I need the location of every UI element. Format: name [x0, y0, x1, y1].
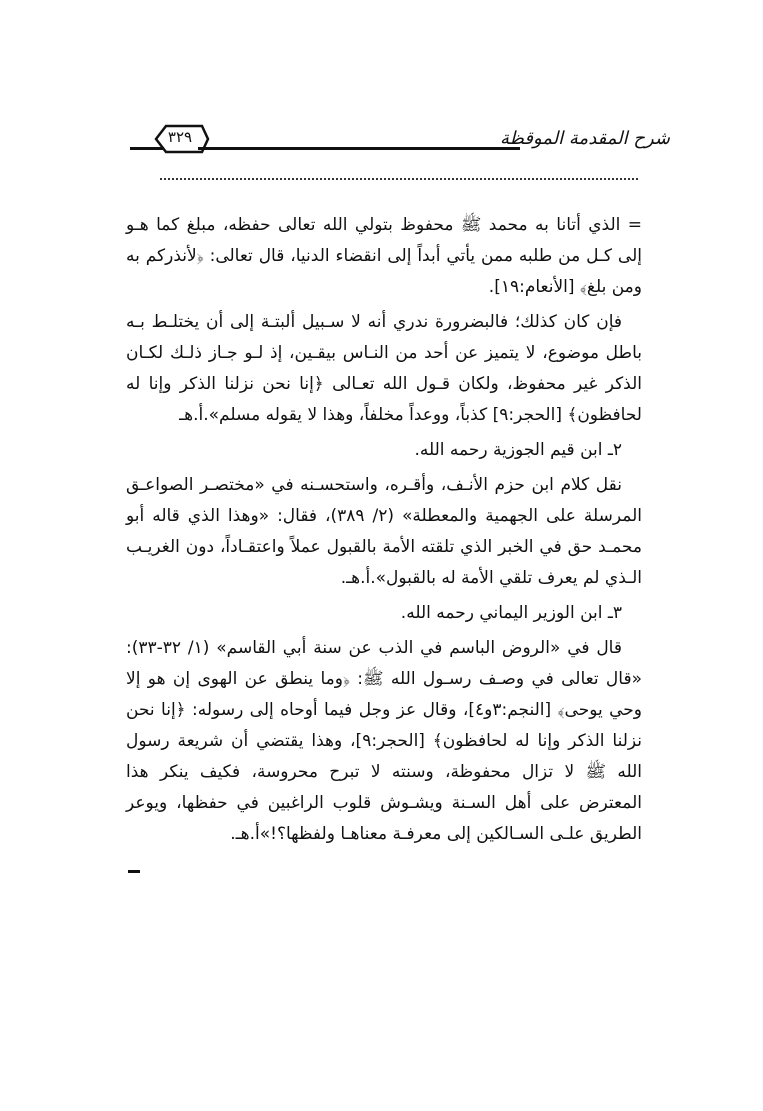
page-body — [126, 210, 642, 854]
paragraph: فإن كان كذلك؛ فالبضرورة ندري أنه لا سـبيل ألبتـة إلى أن يختلـط بـه باطل موضوع، لا يتميز عن أحد من النـاس بيقـين، إذ لـو جـاز ذلـك لكـان الذكر غير محفوظ، ولكان قـول الله تعـالى ﴿إنا نحن نزلنا الذكر وإنا له لحافظون﴾ [الحجر:٩] كذباً، ووعداً مخلفاً، وهذا لا يقوله مسلم».أ.هـ — [126, 312, 642, 425]
paragraph: نقل كلام ابن حزم الأنـف، وأقـره، واستحسـنه في «مختصـر الصواعـق المرسلة على الجهمية والمعطلة» (٢/ ٣٨٩)، فقال: «وهذا الذي قاله أبو محمـد حق في الخبر الذي تلقته الأمة بالقبول عملاً واعتقـاداً، دون الغريـب الـذي لم يعرف تلقي الأمة له بالقبول».أ.هـ. — [126, 475, 642, 588]
paragraph: = الذي أتانا به محمد ﷺ محفوظ بتولي الله تعالى حفظه، مبلغ كما هـو إلى كـل من طلبه ممن يأتي أبداً إلى انقضاء الدنيا، قال تعالى: ﴿لأنذركم به ومن بلغ﴾ [الأنعام:١٩]. — [126, 215, 642, 297]
page-number: ٣٢٩ — [167, 128, 193, 146]
section-heading: ٢ـ ابن قيم الجوزية رحمه الله. — [414, 440, 622, 460]
page-number-badge — [150, 122, 210, 156]
header-rule — [198, 147, 520, 150]
running-header — [130, 112, 670, 162]
section-heading: ٣ـ ابن الوزير اليماني رحمه الله. — [400, 603, 622, 623]
footnote-separator — [128, 870, 140, 873]
paragraph: قال في «الروض الباسم في الذب عن سنة أبي القاسم» (١/ ٣٢-٣٣): «قال تعالى في وصـف رسـول الله ﷺ: ﴿وما ينطق عن الهوى إن هو إلا وحي يوحى﴾ [النجم:٣و٤]، وقال عز وجل فيما أوحاه إلى رسوله: ﴿إنا نحن نزلنا الذكر وإنا له لحافظون﴾ [الحجر:٩]، وهذا يقتضي أن شريعة رسول الله ﷺ لا تزال محفوظة، وسنته لا تبرح محروسة، فكيف ينكر هذا المعترض على أهل السـنة ويشـوش قلوب الراغبين في حفظها، ويوعر الطريق علـى السـالكين إلى معرفـة معناهـا ولفظها؟!»أ.هـ. — [126, 638, 642, 844]
book-title: شرح المقدمة الموقظة — [499, 128, 670, 149]
dotted-divider — [160, 178, 638, 180]
